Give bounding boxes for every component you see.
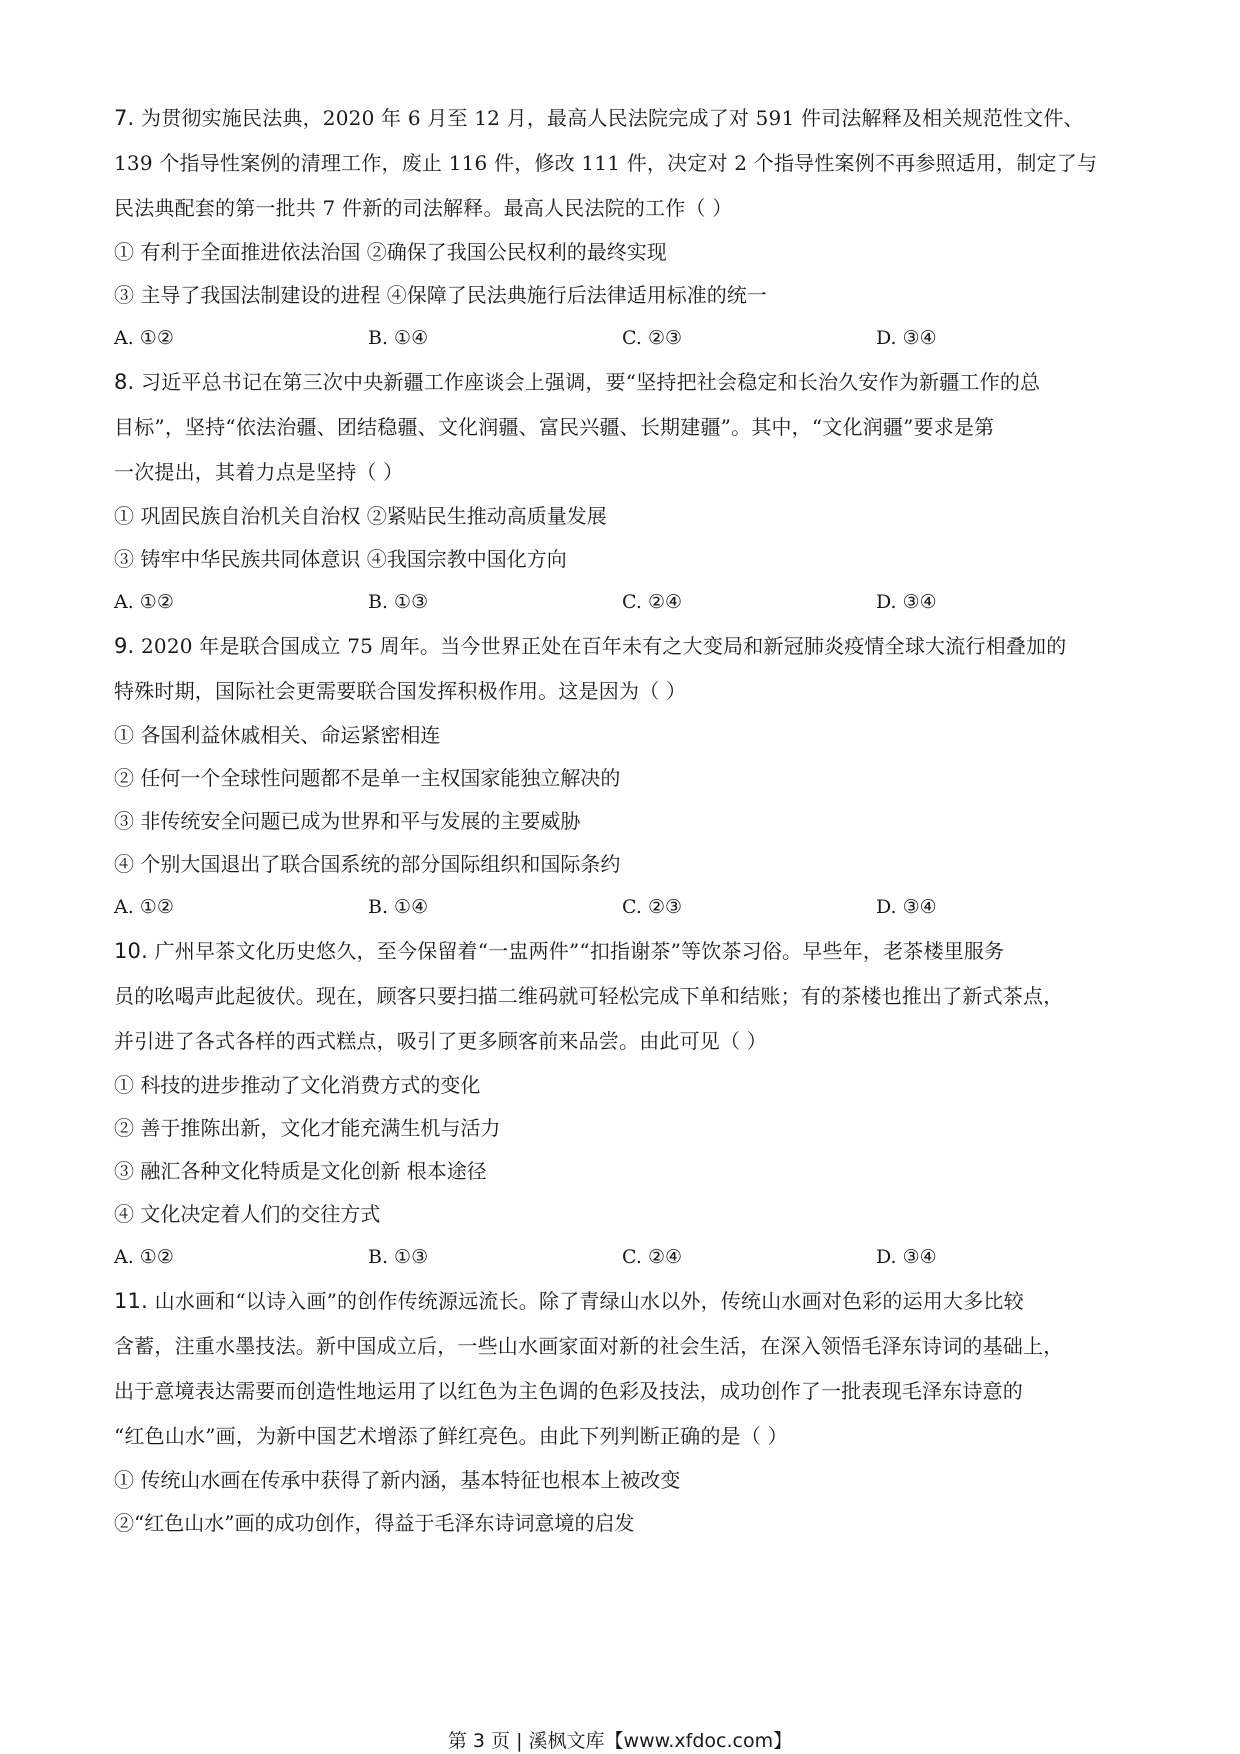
answer-choice: C. ②④ [622,1246,683,1268]
answer-choice: C. ②③ [622,327,683,349]
answer-choice: B. ①④ [368,896,429,918]
page-footer: 第 3 页 | 溪枫文库【www.xfdoc.com】 [447,1730,793,1752]
question-block [114,96,1134,360]
statement-option: ③ 融汇各种文化特质是文化创新 根本途径 [114,1159,487,1183]
statement-option: ④ 个别大国退出了联合国系统的部分国际组织和国际条约 [114,852,621,876]
question-list [114,96,1134,1545]
stem-text: 一次提出，其着力点是坚持（ ） [114,460,404,484]
answer-choice: A. ①② [114,591,174,613]
question-number: 8. [114,370,135,394]
statement-option: ② 任何一个全球性问题都不是单一主权国家能独立解决的 [114,766,621,790]
question-block [114,624,1134,929]
statement-option: ① 科技的进步推动了文化消费方式的变化 [114,1073,481,1097]
question-stem-line [114,974,1134,1019]
statement-option: ②“红色山水”画的成功创作，得益于毛泽东诗词意境的启发 [114,1511,635,1535]
question-number: 10. [114,939,148,963]
question-block [114,360,1134,624]
answer-choice: A. ①② [114,327,174,349]
question-number: 9. [114,634,135,658]
stem-text: 含蓄，注重水墨技法。新中国成立后，一些山水画家面对新的社会生活，在深入领悟毛泽东诗词的基础上， [114,1334,1064,1358]
statement-option: ③ 非传统安全问题已成为世界和平与发展的主要威胁 [114,809,581,833]
statement-option: ① 传统山水画在传承中获得了新内涵，基本特征也根本上被改变 [114,1468,681,1492]
answer-choices [114,581,1134,624]
question-stem-line [114,405,1134,450]
statement-option: ① 巩固民族自治机关自治权 ②紧贴民生推动高质量发展 [114,504,607,528]
answer-choice: B. ①④ [368,327,429,349]
statement-option: ④ 文化决定着人们的交往方式 [114,1202,381,1226]
statement-option: ③ 铸牢中华民族共同体意识 ④我国宗教中国化方向 [114,547,567,571]
stem-text: 民法典配套的第一批共 7 件新的司法解释。最高人民法院的工作（ ） [114,196,733,220]
stem-text: 2020 年是联合国成立 75 周年。当今世界正处在百年未有之大变局和新冠肺炎疫情全球大流行相叠加的 [141,634,1067,658]
stem-text: 为贯彻实施民法典，2020 年 6 月至 12 月，最高人民法院完成了对 591 件司法解释及相关规范性文件、 [141,106,1084,130]
stem-text: “红色山水”画，为新中国艺术增添了鲜红亮色。由此下列判断正确的是（ ） [114,1424,788,1448]
answer-choices [114,886,1134,929]
question-number: 11. [114,1289,148,1313]
question-number: 7. [114,106,135,130]
answer-choice: D. ③④ [876,1246,937,1268]
answer-choice: D. ③④ [876,591,937,613]
stem-text: 139 个指导性案例的清理工作，废止 116 件，修改 111 件，决定对 2 个指导性案例不再参照适用，制定了与 [114,151,1098,175]
statement-option: ② 善于推陈出新，文化才能充满生机与活力 [114,1116,501,1140]
question-stem-line [114,1369,1134,1414]
question-stem-line [114,1019,1134,1064]
answer-choice: B. ①③ [368,1246,429,1268]
stem-text: 出于意境表达需要而创造性地运用了以红色为主色调的色彩及技法，成功创作了一批表现毛泽东诗意的 [114,1379,1023,1403]
question-stem-line [114,186,1134,231]
question-stem-line [114,669,1134,714]
question-stem-line [114,141,1134,186]
answer-choices [114,1236,1134,1279]
question-stem-line [114,96,1134,141]
answer-choice: D. ③④ [876,327,937,349]
answer-choice: D. ③④ [876,896,937,918]
statement-option: ① 有利于全面推进依法治国 ②确保了我国公民权利的最终实现 [114,240,667,264]
question-stem-line [114,360,1134,405]
stem-text: 山水画和“以诗入画”的创作传统源远流长。除了青绿山水以外，传统山水画对色彩的运用大多比较 [154,1289,1024,1313]
answer-choice: A. ①② [114,1246,174,1268]
question-stem-line [114,1414,1134,1459]
stem-text: 广州早茶文化历史悠久，至今保留着“一盅两件”“扣指谢茶”等饮茶习俗。早些年，老茶楼里服务 [154,939,1005,963]
statement-option: ③ 主导了我国法制建设的进程 ④保障了民法典施行后法律适用标准的统一 [114,283,767,307]
statement-option: ① 各国利益休戚相关、命运紧密相连 [114,723,441,747]
question-block [114,929,1134,1279]
stem-text: 特殊时期，国际社会更需要联合国发挥积极作用。这是因为（ ） [114,679,687,703]
question-stem-line [114,1279,1134,1324]
question-stem-line [114,1324,1134,1369]
answer-choices [114,317,1134,360]
stem-text: 并引进了各式各样的西式糕点，吸引了更多顾客前来品尝。由此可见（ ） [114,1029,767,1053]
question-stem-line [114,929,1134,974]
question-stem-line [114,624,1134,669]
stem-text: 习近平总书记在第三次中央新疆工作座谈会上强调，要“坚持把社会稳定和长治久安作为新疆工作的总 [141,370,1041,394]
answer-choice: C. ②③ [622,896,683,918]
answer-choice: B. ①③ [368,591,429,613]
question-block [114,1279,1134,1545]
stem-text: 员的吆喝声此起彼伏。现在，顾客只要扫描二维码就可轻松完成下单和结账；有的茶楼也推出了新式茶点， [114,984,1064,1008]
answer-choice: A. ①② [114,896,174,918]
answer-choice: C. ②④ [622,591,683,613]
stem-text: 目标”，坚持“依法治疆、团结稳疆、文化润疆、富民兴疆、长期建疆”。其中，“文化润疆”要求是第 [114,415,995,439]
question-stem-line [114,450,1134,495]
